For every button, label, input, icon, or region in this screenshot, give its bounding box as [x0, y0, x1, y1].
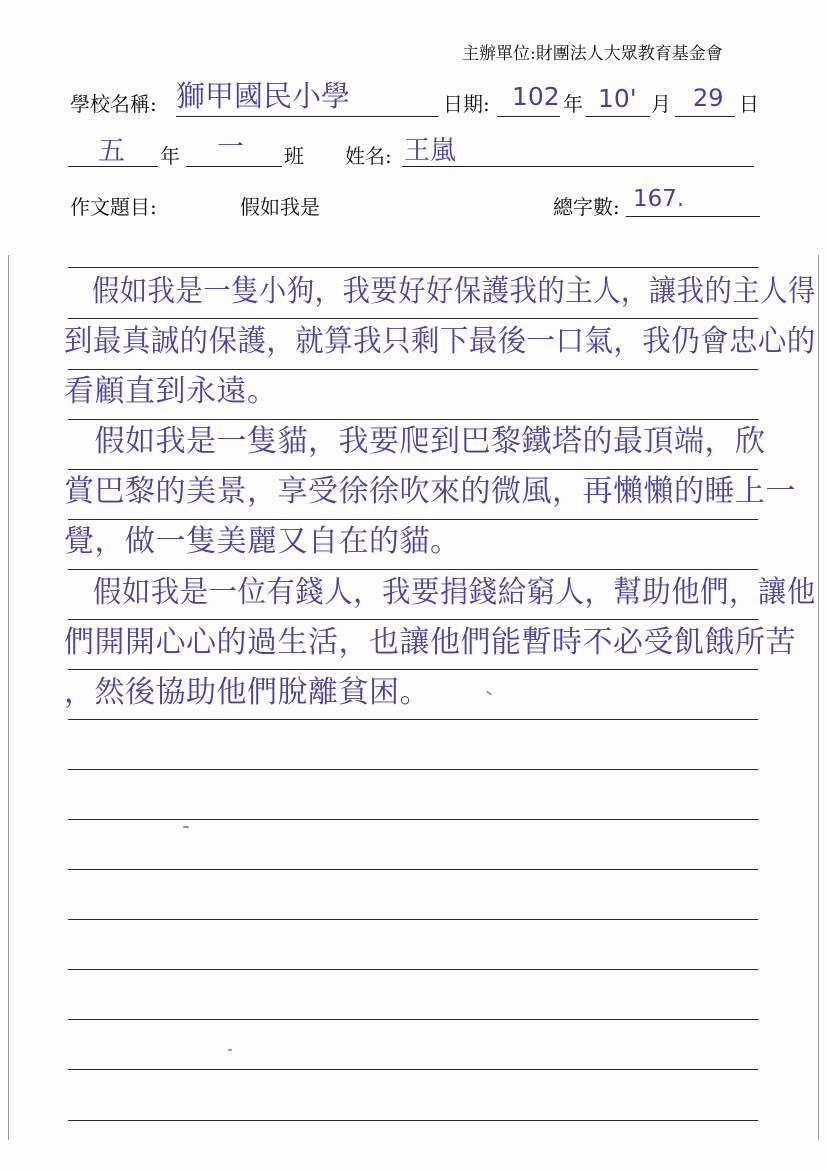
ruled-line — [68, 267, 758, 268]
class-value: 一 — [217, 132, 244, 163]
ruled-line — [68, 469, 758, 470]
ruled-line — [68, 769, 758, 770]
wordcount-label: 總字數: — [553, 195, 620, 219]
date-day: 29 — [693, 84, 724, 112]
topic-text: 假如我是 — [240, 195, 320, 219]
scan-speck — [228, 1049, 232, 1051]
ruled-line — [68, 369, 758, 370]
topic-label: 作文題目: — [70, 195, 157, 219]
ruled-line — [68, 969, 758, 970]
year-underline — [497, 116, 560, 117]
grade-label: 年 — [160, 144, 180, 168]
ruled-line — [68, 819, 758, 820]
organizer-text: 主辦單位:財團法人大眾教育基金會 — [462, 44, 723, 64]
essay-line-6: 覺，做一隻美麗又自在的貓。 — [64, 524, 461, 559]
ruled-line — [68, 1019, 758, 1020]
essay-line-7: 假如我是一位有錢人，我要捐錢給窮人，幫助他們，讓他 — [64, 575, 816, 610]
school-label: 學校名稱: — [70, 92, 157, 116]
month-underline — [586, 116, 650, 117]
essay-line-8: 們開開心心的過生活，也讓他們能暫時不必受飢餓所苦 — [64, 625, 796, 660]
essay-line-2: 到最真誠的保護，就算我只剩下最後一口氣，我仍會忠心的 — [64, 324, 816, 359]
left-scan-edge — [8, 255, 9, 1140]
ruled-line — [68, 869, 758, 870]
ruled-line — [68, 569, 758, 570]
essay-line-5: 賞巴黎的美景，享受徐徐吹來的微風，再懶懶的睡上一 — [64, 474, 796, 509]
class-label: 班 — [284, 144, 304, 168]
ruled-line — [68, 669, 758, 670]
school-value: 獅甲國民小學 — [176, 79, 351, 113]
ruled-line — [68, 419, 758, 420]
year-label: 年 — [563, 92, 583, 116]
day-label: 日 — [739, 92, 759, 116]
date-month: 10' — [598, 84, 637, 113]
essay-line-9: ，然後協助他們脫離貧困。 — [64, 675, 430, 710]
wordcount-underline — [626, 216, 760, 217]
right-scan-edge — [818, 255, 819, 1140]
essay-line-3: 看顧直到永遠。 — [64, 374, 278, 409]
grade-value: 五 — [98, 136, 125, 167]
date-year: 102 — [512, 82, 560, 111]
scan-speck — [183, 826, 189, 828]
essay-line-4: 假如我是一隻貓，我要爬到巴黎鐵塔的最頂端，欣 — [64, 424, 766, 459]
ruled-line — [68, 619, 758, 620]
ruled-line — [68, 919, 758, 920]
name-underline — [402, 166, 754, 167]
date-label: 日期: — [443, 92, 490, 116]
name-value: 王嵐 — [404, 136, 457, 166]
school-underline — [176, 116, 438, 117]
ruled-line — [68, 519, 758, 520]
essay-line-1: 假如我是一隻小狗，我要好好保護我的主人，讓我的主人得 — [64, 274, 816, 309]
ruled-line — [68, 719, 758, 720]
name-label: 姓名: — [345, 144, 392, 168]
scan-speck — [486, 690, 492, 695]
class-underline — [186, 166, 282, 167]
ruled-line — [68, 1069, 758, 1070]
ruled-line — [68, 1120, 758, 1121]
wordcount-value: 167. — [633, 186, 685, 212]
ruled-line — [68, 318, 758, 319]
day-underline — [675, 116, 735, 117]
month-label: 月 — [651, 92, 671, 116]
